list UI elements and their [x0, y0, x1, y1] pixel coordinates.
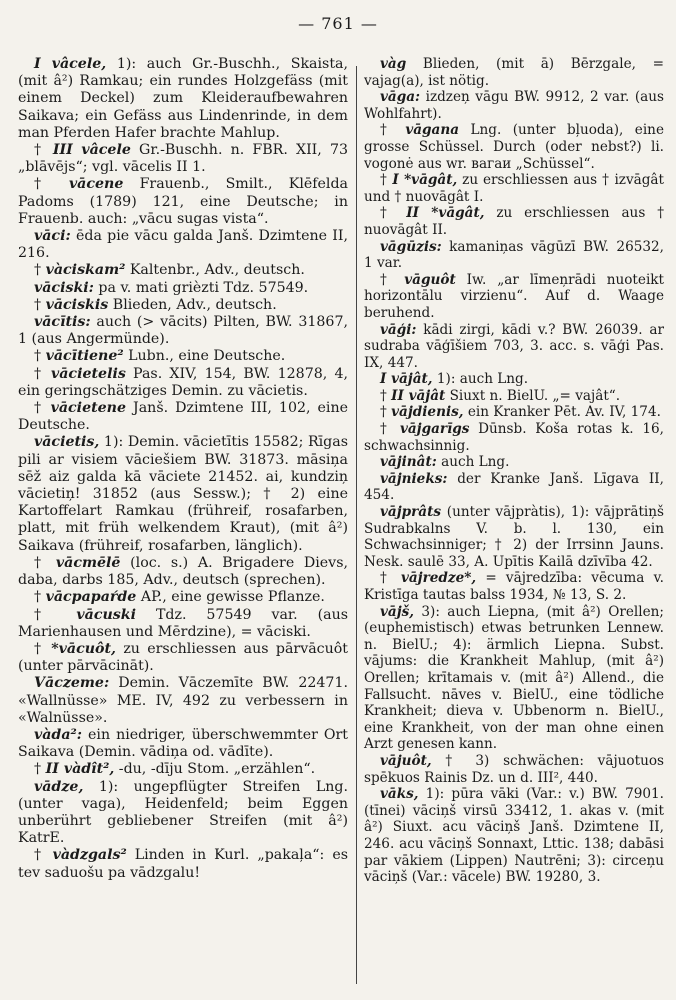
- headword: vāguôt: [404, 271, 456, 288]
- entry-text: Dūnsb. Koša rotas k. 16, schwachsinnig.: [364, 421, 664, 454]
- dictionary-entry: [364, 122, 664, 172]
- column-divider: [356, 66, 357, 984]
- headword: II vàdît²,: [45, 761, 115, 778]
- dictionary-entry: [364, 322, 664, 372]
- headword: vāciski:: [34, 279, 94, 296]
- headword: vāģi:: [380, 321, 417, 338]
- headword: vàg: [380, 56, 407, 72]
- dictionary-entry: [364, 239, 664, 272]
- dagger-mark: †: [380, 205, 407, 222]
- headword: vājprâts: [380, 504, 442, 521]
- headword: vācuski: [76, 606, 137, 623]
- entry-text: zu erschliessen aus pārvācuôt (unter pārvācināt).: [18, 640, 348, 675]
- dagger-mark: †: [380, 404, 392, 421]
- right-column: [364, 56, 664, 886]
- headword: vājredze*,: [400, 570, 477, 587]
- headword: vājinât:: [380, 454, 437, 471]
- headword: vāgūzis:: [380, 238, 442, 255]
- dictionary-entry: [18, 847, 348, 881]
- dagger-mark: †: [34, 640, 52, 657]
- dictionary-entry: [364, 89, 664, 122]
- entry-text: AP., eine gewisse Pflanze.: [136, 589, 325, 606]
- dictionary-entry: [364, 404, 664, 421]
- dictionary-entry: [364, 471, 664, 504]
- headword: vācietis,: [34, 434, 100, 451]
- entry-text: zu erschliessen aus † nuovāgât II.: [364, 205, 664, 238]
- headword: vāga:: [380, 89, 421, 106]
- entry-text: Gr.-Buschh. n. FBR. XII, 73 „blāvējs“; vgl. vācelis II 1.: [18, 142, 348, 176]
- entry-text: 1): auch Lng.: [432, 371, 529, 388]
- entry-text: Iw. „ar līmeņrādi nuoteikt horizontālu virzienu“. Auf d. Waage beruhend.: [364, 271, 664, 321]
- headword: vācmēlē: [55, 554, 121, 571]
- left-column: [18, 56, 348, 882]
- entry-text: Linden in Kurl. „pakaļa“: es tev saduošu pa vādzgalu!: [18, 847, 349, 881]
- dagger-mark: †: [34, 589, 46, 606]
- dictionary-entry: [18, 779, 348, 848]
- dagger-mark: †: [34, 262, 46, 279]
- dictionary-entry: [364, 172, 664, 205]
- entry-text: der Kranke Janš. Līgava II, 454.: [364, 470, 664, 504]
- dagger-mark: †: [34, 400, 51, 417]
- entry-text: ein niedriger, überschwemmter Ort Saikava (Demin. vādiņa od. vādīte).: [18, 726, 348, 761]
- headword: vàda²:: [34, 726, 83, 743]
- dagger-mark: †: [34, 554, 56, 571]
- page-number: — 761 —: [298, 14, 378, 33]
- dictionary-entry: [18, 727, 348, 761]
- dagger-mark: †: [34, 142, 53, 159]
- headword: vājnieks:: [380, 470, 448, 487]
- dictionary-entry: [18, 297, 348, 314]
- entry-text: Frauenb., Smilt., Klēfelda Padoms (1789) 121, eine Deutsche; in Frauenb. auch: „vācu sugas vista“.: [18, 176, 348, 227]
- dagger-mark: †: [380, 421, 400, 438]
- entry-text: zu erschliessen aus † izvāgât und † nuovāgât I.: [364, 172, 665, 205]
- entry-text: ēda pie vācu galda Janš. Dzimtene II, 216.: [18, 228, 348, 262]
- dictionary-entry: [364, 421, 664, 454]
- headword: II *vāgât,: [406, 205, 485, 222]
- dagger-mark: †: [380, 570, 401, 587]
- dagger-mark: †: [34, 365, 51, 382]
- headword: vājš,: [380, 603, 415, 620]
- dictionary-entry: [18, 641, 348, 675]
- dagger-mark: †: [380, 172, 393, 189]
- entry-text: 1): pūra vāki (Var.: v.) BW. 7901. (tīnei) vāciņš virsū 33412, 1. akas v. (mit â²) Siuxt. acu vāciņš Janš. Dzimtene II, 246. acu vāciņš Sonnaxt, Lttic. 138; dabāsi par vākiem (Lippen) Nautrēni; 3): circeņu vāciņš (Var.: vācele) BW. 19280, 3.: [364, 786, 664, 886]
- dictionary-entry: [18, 262, 348, 279]
- dictionary-entry: [364, 272, 664, 322]
- headword: vādze,: [34, 778, 84, 795]
- headword: vāciskis: [45, 296, 109, 313]
- dagger-mark: †: [380, 271, 405, 288]
- dictionary-entry: [18, 589, 348, 606]
- headword: Vāczeme:: [34, 675, 110, 692]
- entry-text: kamaniņas vāgūzī BW. 26532, 1 var.: [364, 238, 664, 272]
- headword: vācītiene²: [45, 348, 124, 365]
- entry-text: (unter vājpràtis), 1): vājprātiņš Sudrabkalns V. b. l. 130, ein Schwachsinniger; † 2) der Irrsinn Jauns. Nesk. saulē 33, A. Upītis Kailā dzīvība 42.: [364, 504, 664, 570]
- entry-text: Tdz. 57549 var. (aus Marienhausen und Mērdzine), = vāciski.: [18, 606, 348, 640]
- entry-text: Blieden, Adv., deutsch.: [108, 296, 277, 313]
- dictionary-entry: [364, 604, 664, 753]
- entry-text: Blieden, (mit ā) Bērzgale, = vajag(a), ist nötig.: [364, 56, 664, 89]
- headword: II vājât: [391, 387, 446, 404]
- entry-text: Lng. (unter bļuoda), eine grosse Schüssel. Durch (oder nebst?) li. vogonė aus wr. вагаи „Schüssel“.: [364, 122, 664, 172]
- headword: vācietelis: [51, 365, 126, 382]
- entry-text: 1): Demin. vācietītis 15582; Rīgas pili ar visiem vāciešiem BW. 31873. māsiņa sēž aiz galda kā vāciete 21452. ai, kundziņ vācietiņ! 31852 (aus Sessw.); † 2) eine Kartoffelart Ramkau (frühreif, rosafarben, platt, mit früh welkendem Kraut), (mit â²) Saikava (frühreif, rosafarben, länglich).: [18, 434, 348, 554]
- dagger-mark: †: [34, 761, 46, 778]
- headword: vàciskam²: [45, 262, 126, 279]
- headword: I vājât,: [380, 371, 433, 388]
- entry-text: kādi zirgi, kādi v.? BW. 26039. ar sudraba vāģīšiem 703, 3. acc. s. vāģi Pas. IX, 447.: [364, 321, 664, 371]
- entry-text: = vājredzība: vēcuma v. Kristīga tautas balss 1934, № 13, S. 2.: [364, 570, 664, 603]
- entry-text: 1): auch Gr.-Buschh., Skaista, (mit â²) Ramkau; ein rundes Holzgefäss (mit einem Deckel) zum Kleideraufbewahren Saikava; ein Gefäss aus Lindenrinde, in dem man Pferden Hafer brachte Mahlup.: [18, 56, 348, 141]
- dictionary-entry: [18, 314, 348, 348]
- headword: III vâcele: [52, 142, 131, 159]
- dagger-mark: †: [380, 122, 406, 139]
- dictionary-entry: [364, 388, 664, 405]
- entry-text: auch (> vācits) Pilten, BW. 31867, 1 (aus Angermünde).: [18, 314, 348, 348]
- dictionary-entry: [364, 504, 664, 570]
- dictionary-entry: [18, 555, 348, 589]
- entry-text: ein Kranker Pēt. Av. IV, 174.: [463, 404, 661, 421]
- headword: vàdzgals²: [52, 847, 127, 864]
- headword: I *vāgât,: [392, 172, 458, 189]
- entry-text: auch Lng.: [436, 454, 510, 471]
- headword: vācītis:: [34, 314, 91, 331]
- headword: vācpapaŕde: [45, 589, 137, 606]
- dictionary-entry: [18, 761, 348, 778]
- dictionary-entry: [18, 607, 348, 641]
- dictionary-entry: [364, 454, 664, 471]
- dictionary-entry: [18, 280, 348, 297]
- headword: vācietene: [50, 400, 127, 417]
- entry-text: Pas. XIV, 154, BW. 12878, 4, ein geringschätziges Demin. zu vācietis.: [18, 365, 349, 399]
- headword: vājdienis,: [391, 404, 464, 421]
- dictionary-entry: [364, 371, 664, 388]
- dictionary-entry: [364, 570, 664, 603]
- headword: vājuôt,: [380, 752, 432, 769]
- dictionary-entry: [18, 142, 348, 176]
- dagger-mark: †: [34, 847, 53, 864]
- entry-text: † 3) schwächen: vājuotuos spēkuos Rainis Dz. un d. III², 440.: [364, 752, 664, 786]
- headword: vāgana: [405, 122, 460, 139]
- entry-text: izdzeņ vāgu BW. 9912, 2 var. (aus Wohlfahrt).: [364, 89, 664, 122]
- dictionary-entry: [18, 348, 348, 365]
- headword: I vâcele,: [34, 56, 107, 72]
- entry-text: (loc. s.) A. Brigadere Dievs, daba, darbs 185, Adv., deutsch (sprechen).: [18, 554, 348, 589]
- dictionary-entry: [18, 228, 348, 262]
- entry-text: Janš. Dzimtene III, 102, eine Deutsche.: [18, 400, 348, 434]
- dictionary-entry: [364, 753, 664, 786]
- entry-text: -du, -dīju Stom. „erzählen“.: [114, 761, 316, 778]
- dagger-mark: †: [34, 606, 77, 623]
- dictionary-entry: [18, 366, 348, 400]
- entry-text: 3): auch Liepna, (mit â²) Orellen; (euphemistisch) etwas betrunken Lennew. n. BielU.; 4): ärmlich Liepna. Subst. vājums: die Krankheit Mahlup, (mit â²) Orellen; krītamais v. (mit â²) Allend., die Fallsucht. nāves v. BielU., eine tödliche Krankheit; dieva v. Ubbenorm n. BielU., eine Krankheit, von der man ohne einen Arzt genesen kann.: [364, 603, 664, 753]
- dictionary-entry: [364, 205, 664, 238]
- dagger-mark: †: [34, 176, 69, 193]
- dictionary-entry: [364, 786, 664, 886]
- entry-text: pa v. mati grièzti Tdz. 57549.: [93, 279, 309, 296]
- headword: vājgarīgs: [399, 421, 470, 438]
- dagger-mark: †: [34, 296, 46, 313]
- entry-text: Siuxt n. BielU. „= vajât“.: [445, 387, 621, 404]
- headword: vāks,: [380, 786, 419, 803]
- entry-text: Lubn., eine Deutsche.: [123, 348, 286, 365]
- entry-text: Demin. Vāczemīte BW. 22471. «Wallnüsse» ME. IV, 492 zu verbessern in «Walnüsse».: [18, 675, 348, 726]
- dagger-mark: †: [380, 387, 392, 404]
- dictionary-entry: [18, 56, 348, 142]
- headword: vāci:: [34, 228, 71, 245]
- dagger-mark: †: [34, 348, 46, 365]
- headword: vācene: [68, 176, 124, 193]
- dictionary-entry: [18, 434, 348, 554]
- entry-text: Kaltenbr., Adv., deutsch.: [125, 262, 305, 279]
- headword: *vācuôt,: [51, 640, 116, 657]
- dictionary-entry: [18, 400, 348, 434]
- dictionary-entry: [18, 675, 348, 727]
- entry-text: 1): ungepflügter Streifen Lng. (unter vaga), Heidenfeld; beim Eggen unberührt gebliebener Streifen (mit â²) KatrE.: [18, 778, 348, 847]
- dictionary-entry: [18, 176, 348, 228]
- dictionary-entry: [364, 56, 664, 89]
